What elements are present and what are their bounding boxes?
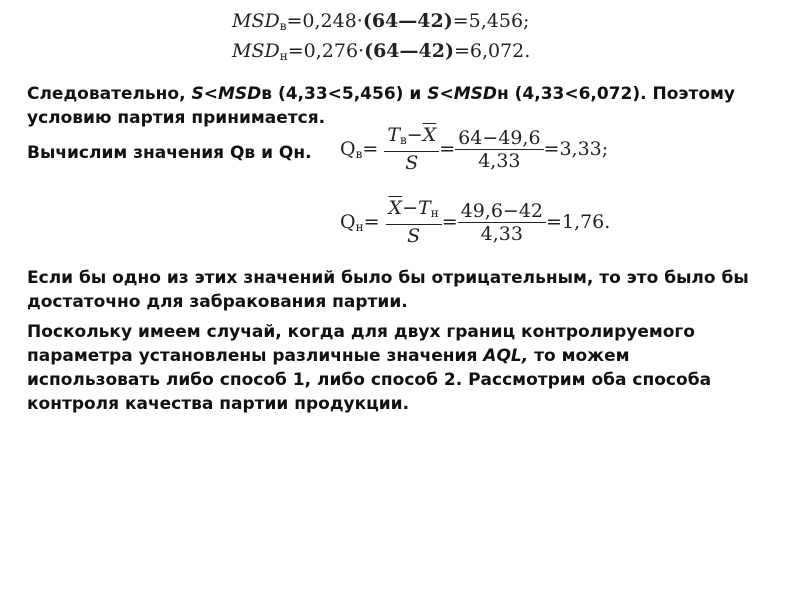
qn-den2: 4,33 [480, 222, 523, 245]
qn-result: =1,76. [546, 211, 611, 233]
qv-fraction-1 [384, 124, 439, 174]
conclusion-line-1 [27, 82, 757, 106]
msd-upper-result: =5,456; [452, 10, 530, 32]
msd-upper-lhs: MSD [232, 10, 280, 32]
negative-paragraph: Если бы одно из этих значений было бы отрицательным, то это было бы достаточно для забракования партии. [27, 268, 749, 312]
qn-num-x: $\overline{X}$ [388, 197, 403, 219]
qv-lhs-sub: в [355, 146, 363, 161]
qv-fraction-2 [455, 127, 543, 172]
qn-fraction-2 [458, 200, 546, 245]
qv-num-t-sub: в [400, 133, 407, 147]
qv-lhs: Q [340, 137, 356, 160]
qn-num-minus: − [402, 197, 418, 219]
qn-num2: 49,6−42 [458, 200, 546, 223]
msd-lower-result: =6,072. [453, 40, 531, 62]
qv-result: =3,33; [543, 138, 609, 160]
qv-eq: = [362, 137, 379, 160]
qn-lhs-sub: н [355, 219, 364, 234]
msd-lower-formula [232, 40, 530, 63]
qv-den: S [405, 152, 419, 174]
conclusion-lead: Следовательно, [27, 84, 192, 104]
qv-num2: 64−49,6 [455, 127, 543, 150]
qn-formula [340, 197, 610, 247]
qn-num-t: T [418, 197, 431, 219]
msd-upper-formula [232, 10, 529, 33]
qn-num-t-sub: н [430, 206, 439, 220]
qn-eq2: = [441, 211, 458, 233]
msd-lower-paren: (64—42) [364, 40, 454, 62]
conclusion-lt2: < [439, 84, 454, 104]
qn-eq: = [363, 210, 380, 233]
qv-num-t: T [387, 124, 400, 146]
conclusion-s1: S [191, 84, 204, 104]
msd-upper-paren: (64—42) [362, 10, 453, 32]
case-after: то можем использовать либо способ 1, либо способ 2. Рассмотрим оба способа контроля качества партии продукции. [27, 346, 712, 414]
conclusion-lt1: < [203, 84, 218, 104]
conclusion-b2: н (4,33<6,072). Поэтому [496, 84, 736, 104]
msd-upper-eq: =0,248· [286, 10, 363, 32]
conclusion-msd2: MSD [453, 84, 497, 104]
conclusion-s2: S [427, 84, 440, 104]
qv-num-x: $\overline{X}$ [422, 124, 437, 146]
qv-formula [340, 122, 614, 176]
qv-eq2: = [439, 138, 456, 160]
msd-lower-sub: н [279, 49, 288, 63]
case-paragraph [27, 320, 757, 416]
conclusion-msd1: MSD [217, 84, 262, 104]
msd-lower-eq: =0,276· [287, 40, 365, 62]
conclusion-line-2: условию партия принимается. [27, 108, 326, 128]
qv-num-minus: − [406, 124, 423, 146]
conclusion-b1: в (4,33<5,456) и [261, 84, 428, 104]
case-aql: AQL, [483, 346, 529, 366]
qn-den: S [407, 225, 421, 247]
case-before: Поскольку имеем случай, когда для двух границ контролируемого параметра установлены различные значения [27, 322, 695, 366]
msd-upper-sub: в [279, 19, 287, 33]
qn-lhs: Q [340, 210, 356, 233]
msd-lower-lhs: MSD [232, 40, 280, 62]
qv-den2: 4,33 [478, 149, 521, 172]
compute-line: Вычислим значения Qв и Qн. [27, 143, 312, 163]
qn-fraction-1 [386, 197, 442, 247]
